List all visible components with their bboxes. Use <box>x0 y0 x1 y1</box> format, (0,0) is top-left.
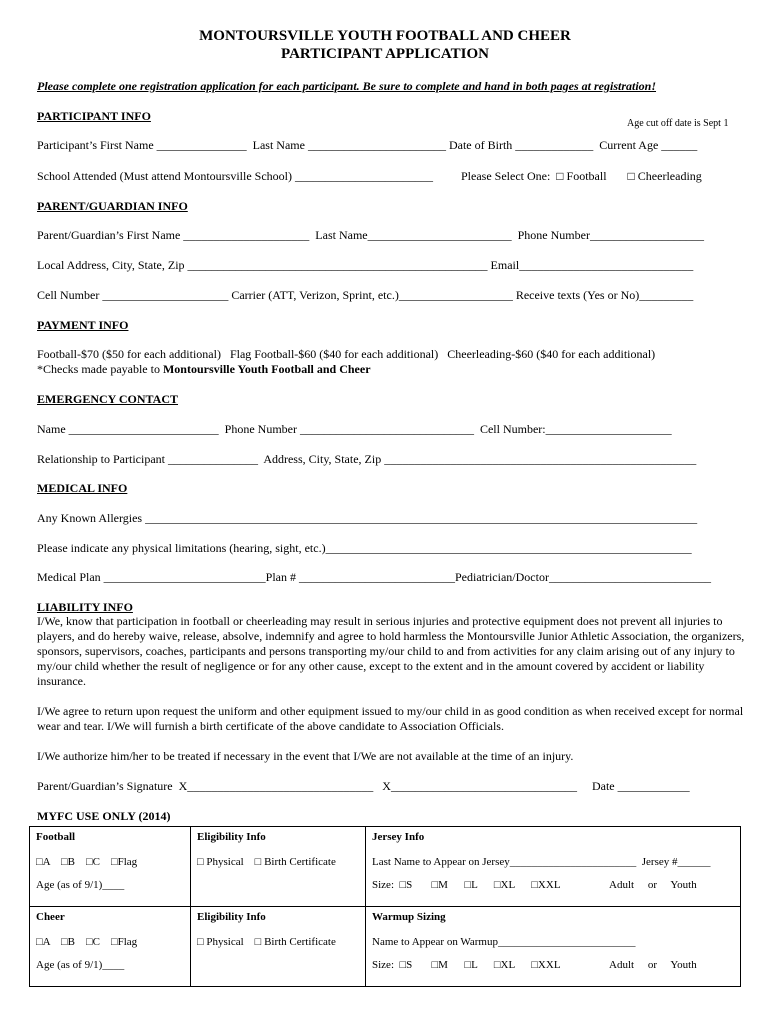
table-row <box>30 907 741 987</box>
football-cell <box>30 827 191 907</box>
parent-name-line[interactable]: Parent/Guardian’s First Name _____________________ Last Name________________________ Phone Number___________________ <box>37 228 704 242</box>
school-attended-line[interactable]: School Attended (Must attend Montoursville School) _______________________ <box>37 169 433 183</box>
cheer-level-checkboxes[interactable]: □A □B □C □Flag <box>36 936 138 948</box>
jersey-cell <box>366 827 741 907</box>
jersey-name-field[interactable]: Last Name to Appear on Jersey_______________________ Jersey #______ <box>372 856 711 868</box>
payment-fees: Football-$70 ($50 for each additional) Flag Football-$60 ($40 for each additional) Cheerleading-$60 ($40 for each additional) <box>37 347 656 361</box>
equipment-return-text: I/We agree to return upon request the uniform and other equipment issued to my/our child in as good condition as when received except for normal wear and tear. I/We will furnish a birth certificate of the above candidate to Association Officials. <box>37 704 744 733</box>
warmup-size-checkboxes[interactable]: Size: □S □M □L □XL □XXL Adult or Youth <box>372 959 697 971</box>
liability-waiver-text: I/We, know that participation in football or cheerleading may result in serious injuries and protective equipment does not prevent all injuries to players, and do hereby waive, release, absolve, indemnify and agree to hold harmless the Montoursville Junior Athletic Association, the organizers, sponsors, supervisors, coaches, participants and persons transporting my/our child to and from activities for any claim arising out of any injury to my/our child whether the result of negligence or for any other cause, except to the extent and in the amount covered by accident or liability insurance. <box>37 614 745 688</box>
emergency-relationship-line[interactable]: Relationship to Participant _______________ Address, City, State, Zip ____________________________________________________ <box>37 452 697 466</box>
eligibility-label: Eligibility Info <box>197 911 266 923</box>
liability-heading: LIABILITY INFO <box>37 600 133 614</box>
emergency-heading: EMERGENCY CONTACT <box>37 392 179 406</box>
medical-plan-line[interactable]: Medical Plan ___________________________Plan # __________________________Pediatrician/Doctor___________________________ <box>37 570 711 584</box>
jersey-label: Jersey Info <box>372 831 425 843</box>
cheer-age-field[interactable]: Age (as of 9/1)____ <box>36 959 125 971</box>
eligibility-checkboxes[interactable]: □ Physical □ Birth Certificate <box>197 936 336 948</box>
cheer-label: Cheer <box>36 911 65 923</box>
instruction-text: Please complete one registration application for each participant. Be sure to complete and hand in both pages at registration! <box>37 79 657 93</box>
age-cutoff-note: Age cut off date is Sept 1 <box>627 118 729 129</box>
football-eligibility-cell <box>191 827 366 907</box>
medical-heading: MEDICAL INFO <box>37 481 128 495</box>
emergency-name-line[interactable]: Name _________________________ Phone Number _____________________________ Cell Number:_____________________ <box>37 422 672 436</box>
warmup-cell <box>366 907 741 987</box>
football-age-field[interactable]: Age (as of 9/1)____ <box>36 879 125 891</box>
program-select-line[interactable]: Please Select One: □ Football □ Cheerleading <box>461 169 702 183</box>
warmup-label: Warmup Sizing <box>372 911 446 923</box>
participant-name-line[interactable]: Participant’s First Name _______________ Last Name _______________________ Date of Birth _____________ Current Age ______ <box>37 138 698 152</box>
myfc-heading: MYFC USE ONLY (2014) <box>37 809 171 823</box>
parent-cell-line[interactable]: Cell Number _____________________ Carrier (ATT, Verizon, Sprint, etc.)___________________ Receive texts (Yes or No)_________ <box>37 288 694 302</box>
eligibility-label: Eligibility Info <box>197 831 266 843</box>
parent-heading: PARENT/GUARDIAN INFO <box>37 199 188 213</box>
warmup-name-field[interactable]: Name to Appear on Warmup_________________________ <box>372 936 636 948</box>
eligibility-checkboxes[interactable]: □ Physical □ Birth Certificate <box>197 856 336 868</box>
cheer-cell <box>30 907 191 987</box>
football-label: Football <box>36 831 76 843</box>
payment-heading: PAYMENT INFO <box>37 318 129 332</box>
parent-address-line[interactable]: Local Address, City, State, Zip __________________________________________________ Email_____________________________ <box>37 258 694 272</box>
cheer-eligibility-cell <box>191 907 366 987</box>
myfc-table <box>29 826 741 987</box>
form-subtitle: PARTICIPANT APPLICATION <box>281 46 489 62</box>
football-level-checkboxes[interactable]: □A □B □C □Flag <box>36 856 138 868</box>
payment-checks-note: *Checks made payable to Montoursville Youth Football and Cheer <box>37 362 371 376</box>
form-title: MONTOURSVILLE YOUTH FOOTBALL AND CHEER <box>199 28 571 44</box>
jersey-size-checkboxes[interactable]: Size: □S □M □L □XL □XXL Adult or Youth <box>372 879 697 891</box>
table-row <box>30 827 741 907</box>
treatment-authorization-text: I/We authorize him/her to be treated if necessary in the event that I/We are not available at the time of an injury. <box>37 749 574 763</box>
limitations-line[interactable]: Please indicate any physical limitations (hearing, sight, etc.)_____________________________________________________________ <box>37 541 692 555</box>
participant-heading: PARTICIPANT INFO <box>37 109 151 123</box>
signature-line[interactable]: Parent/Guardian’s Signature X_______________________________ X_______________________________ Date ____________ <box>37 779 690 793</box>
allergies-line[interactable]: Any Known Allergies ____________________________________________________________________________________________ <box>37 511 698 525</box>
